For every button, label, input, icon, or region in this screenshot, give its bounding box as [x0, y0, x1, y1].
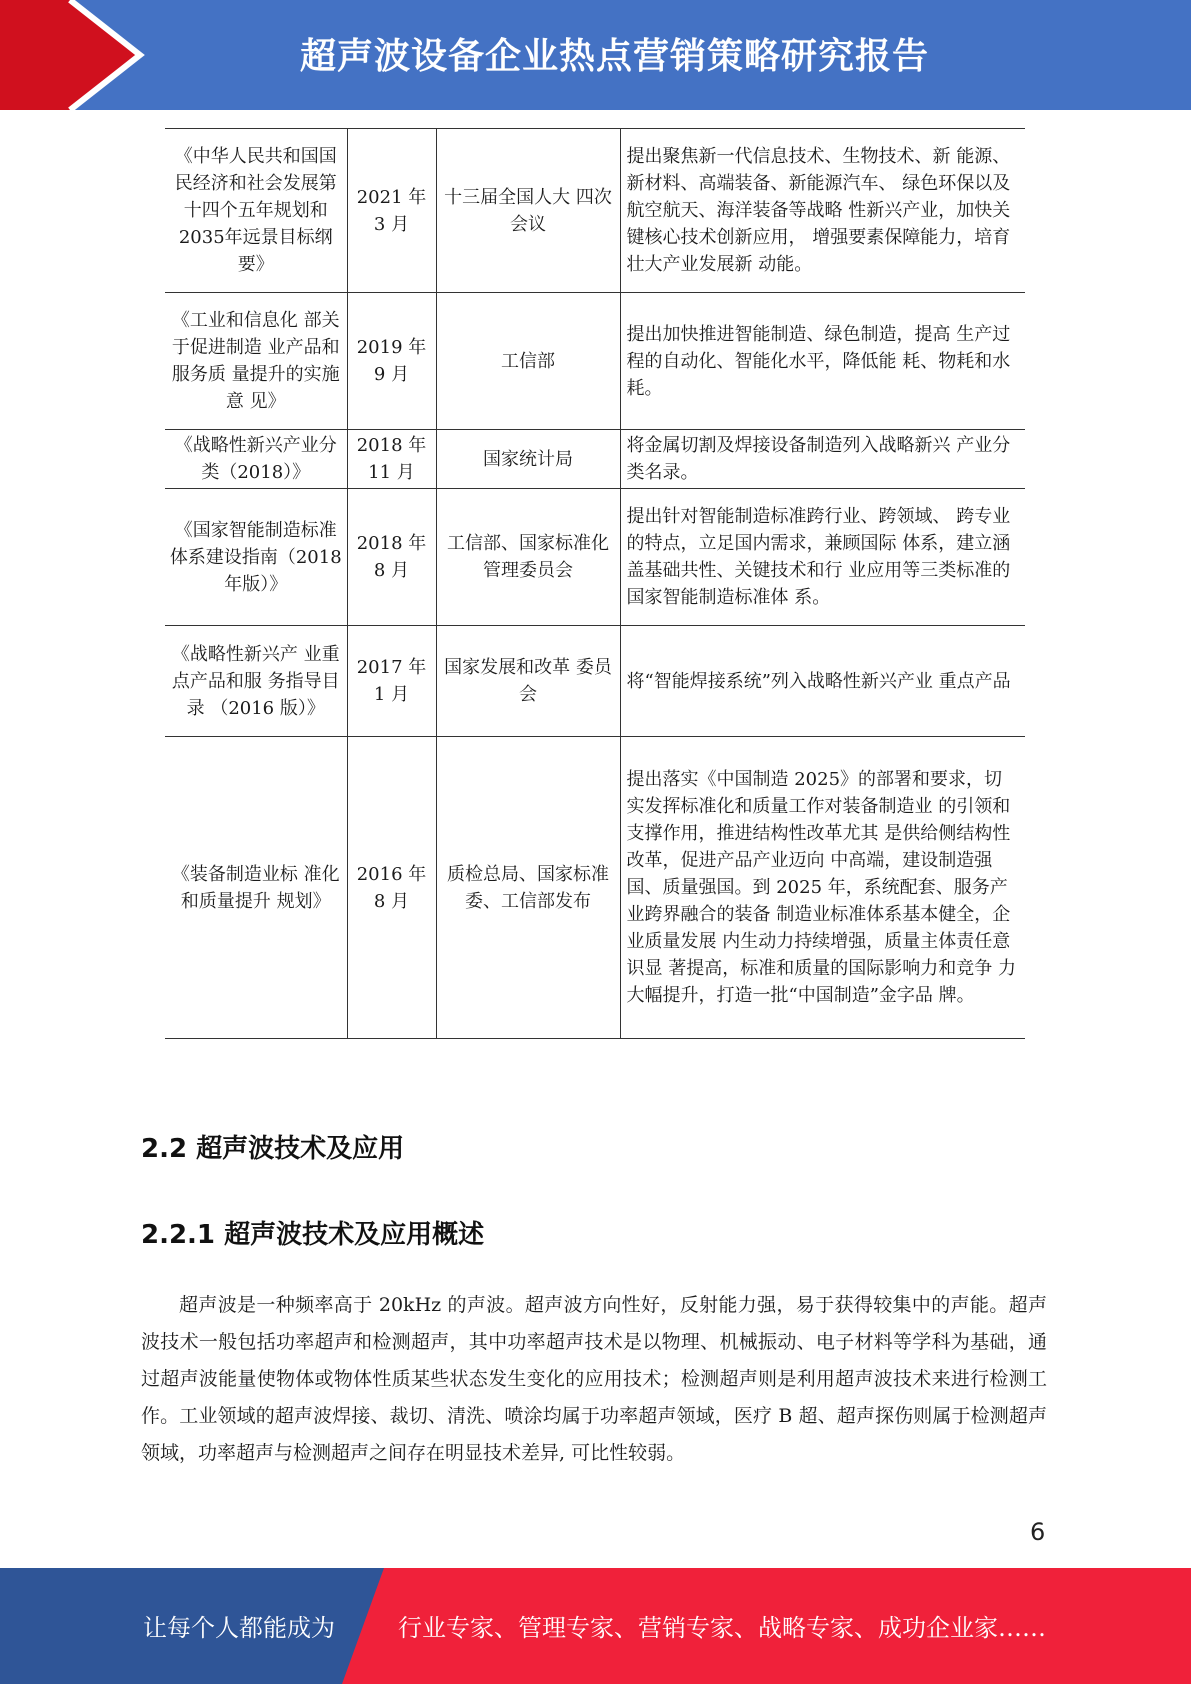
policy-name-cell: 《国家智能制造标准体系建设指南（2018 年版）》: [165, 489, 347, 626]
policy-date-cell: 2016 年 8 月: [347, 737, 436, 1039]
policy-org-cell: 国家发展和改革 委员会: [436, 626, 620, 737]
policy-org-cell: 国家统计局: [436, 430, 620, 489]
footer-slogan-right: 行业专家、管理专家、营销专家、战略专家、成功企业家……: [398, 1614, 1046, 1642]
table-row: [165, 489, 1025, 626]
page-number: 6: [1030, 1518, 1046, 1546]
policy-name-cell: 《战略性新兴产业分类（2018）》: [165, 430, 347, 489]
table-row: [165, 737, 1025, 1039]
table-row: [165, 293, 1025, 430]
policy-name-cell: 《中华人民共和国国民经济和社会发展第十四个五年规划和2035年远景目标纲 要》: [165, 129, 347, 293]
footer-slogan-left: 让每个人都能成为: [143, 1614, 335, 1642]
table-row: [165, 430, 1025, 489]
policy-desc-cell: 提出聚焦新一代信息技术、生物技术、新 能源、新材料、高端装备、新能源汽车、 绿色环保以及航空航天、海洋装备等战略 性新兴产业，加快关键核心技术创新应用， 增强要素保障能力，培育壮大产业发展新 动能。: [620, 129, 1025, 293]
policy-org-cell: 工信部、国家标准化管理委员会: [436, 489, 620, 626]
table-row: [165, 626, 1025, 737]
page-header: [0, 0, 1191, 110]
policy-name-cell: 《工业和信息化 部关于促进制造 业产品和服务质 量提升的实施意 见》: [165, 293, 347, 430]
policy-date-cell: 2021 年 3 月: [347, 129, 436, 293]
table-row: [165, 129, 1025, 293]
policy-date-cell: 2018 年 11 月: [347, 430, 436, 489]
policy-date-cell: 2017 年 1 月: [347, 626, 436, 737]
policy-name-cell: 《战略性新兴产 业重点产品和服 务指导目录 （2016 版）》: [165, 626, 347, 737]
policy-desc-cell: 提出加快推进智能制造、绿色制造，提高 生产过程的自动化、智能化水平，降低能 耗、物耗和水耗。: [620, 293, 1025, 430]
policy-org-cell: 质检总局、国家标准委、工信部发布: [436, 737, 620, 1039]
policy-name-cell: 《装备制造业标 准化和质量提升 规划》: [165, 737, 347, 1039]
policy-date-cell: 2019 年 9 月: [347, 293, 436, 430]
policy-desc-cell: 提出针对智能制造标准跨行业、跨领域、 跨专业的特点，立足国内需求，兼顾国际 体系，建立涵盖基础共性、关键技术和行 业应用等三类标准的国家智能制造标准体 系。: [620, 489, 1025, 626]
policy-org-cell: 十三届全国人大 四次会议: [436, 129, 620, 293]
policy-desc-cell: 提出落实《中国制造 2025》的部署和要求，切实发挥标准化和质量工作对装备制造业 的引领和支撑作用，推进结构性改革尤其 是供给侧结构性改革，促进产品产业迈向 中高端，建设制造强国、质量强国。到 2025 年，系统配套、服务产业跨界融合的装备 制造业标准体系基本健全，企业质量发展 内生动力持续增强，质量主体责任意识显 著提高，标准和质量的国际影响力和竞争 力大幅提升，打造一批“中国制造”金字品 牌。: [620, 737, 1025, 1039]
policy-date-cell: 2018 年 8 月: [347, 489, 436, 626]
body-paragraph: 超声波是一种频率高于 20kHz 的声波。超声波方向性好，反射能力强，易于获得较集中的声能。超声波技术一般包括功率超声和检测超声，其中功率超声技术是以物理、机械振动、电子材料等学科为基础，通过超声波能量使物体或物体性质某些状态发生变化的应用技术；检测超声则是利用超声波技术来进行检测工作。工业领域的超声波焊接、裁切、清洗、喷涂均属于功率超声领域，医疗 B 超、超声探伤则属于检测超声领域，功率超声与检测超声之间存在明显技术差异, 可比性较弱。: [141, 1294, 1047, 1464]
policy-desc-cell: 将金属切割及焊接设备制造列入战略新兴 产业分类名录。: [620, 430, 1025, 489]
page-footer: [0, 1568, 1191, 1684]
policy-org-cell: 工信部: [436, 293, 620, 430]
report-title: 超声波设备企业热点营销策略研究报告: [300, 36, 930, 77]
policy-table: [165, 128, 1025, 1039]
section-heading: 2.2 超声波技术及应用: [141, 1134, 405, 1164]
policy-desc-cell: 将“智能焊接系统”列入战略性新兴产业 重点产品: [620, 626, 1025, 737]
subsection-heading: 2.2.1 超声波技术及应用概述: [141, 1220, 485, 1250]
